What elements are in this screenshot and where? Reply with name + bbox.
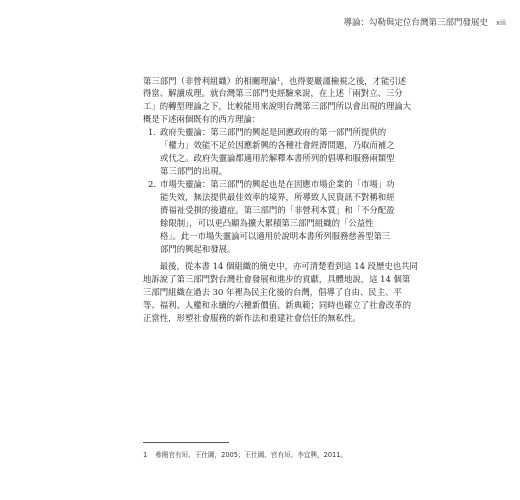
list-item-line: 「權力」效能不足於因應新興的各種社會經濟問題，乃取而補之 — [160, 140, 395, 150]
list-item-line: 第三部門的出現。 — [160, 166, 227, 176]
intro-line-1-start: 第三部門（非營利組織）的相關理論 — [143, 76, 277, 86]
paragraph-line: 最後，從本書 14 個組織的簡史中，亦可清楚看到這 14 段歷史也共同 — [143, 261, 418, 271]
paragraph-line: 三部門組織在過去 30 年裡為民主化後的台灣，倡導了自由、民主、平 — [143, 287, 402, 297]
paragraph-line: 工」的轉型理論之下，比較能用來說明台灣第三部門所以會出現的理論大 — [143, 101, 411, 111]
footnote-marker: 1 — [277, 77, 281, 83]
footnote-number: 1 — [143, 451, 148, 459]
paragraph-line: 得當、解讀成理。就台灣第三部門史經驗來說，在上述「兩對立、三分 — [143, 88, 403, 98]
paragraph-line: 地訴說了第三部門對台灣社會發展和進步的貢獻，具體地說，這 14 個第 — [143, 274, 411, 284]
list-item-line: 部門的興起和發展。 — [160, 244, 236, 254]
list-item-government-failure — [148, 126, 401, 178]
page-number: xiii — [496, 19, 506, 27]
list-item-line: 或代之。政府失靈論都適用於解釋本書所列的倡導和服務兩類型 — [160, 153, 395, 163]
intro-line-1-end: ，也得要嚴謹檢視之後，才能引述 — [280, 76, 407, 86]
list-item-line: 格」。此一市場失靈論可以適用於說明本書所列服務慈善型第三 — [160, 231, 391, 241]
list-item-market-failure — [148, 178, 401, 256]
list-item-line — [148, 126, 401, 139]
paragraph-line: 概是下述兩個既有的西方理論： — [143, 114, 261, 124]
list-item-number: 1. — [148, 127, 156, 137]
list-item-text: 政府失靈論：第三部門的興起是回應政府的第一部門所提供的 — [160, 127, 387, 137]
closing-paragraph — [143, 260, 418, 325]
running-head — [344, 16, 507, 28]
paragraph-line: 等、福利、人權和永續的六種新價值、新典範；同時也確立了社會改革的 — [143, 300, 411, 310]
list-item-line: 能失效，無法提供最佳效率的境界，所導致人民資訊不對稱和經 — [160, 192, 395, 202]
list-item-line — [148, 178, 401, 191]
list-item-text: 市場失靈論：第三部門的興起也是在因應市場企業的「市場」功 — [160, 179, 395, 189]
footnote — [143, 449, 347, 459]
footnote-divider — [143, 442, 229, 443]
list-item-line: 餘限制」，可以更凸顯為擴大累積第三部門組織的「公益性 — [160, 218, 374, 228]
list-item-number: 2. — [148, 179, 156, 189]
running-head-title: 導論：勾勒與定位台灣第三部門發展史 — [343, 18, 489, 28]
body-text — [143, 74, 418, 325]
list-item-line: 濟福祉受損的後遺症。第三部門的「非營利本質」和「不分配盈 — [160, 205, 395, 215]
footnote-text: 參閱官有垣、王仕圖，2005；王仕圖、官有垣、李宜興，2011。 — [155, 451, 348, 459]
paragraph-line: 正當性，形塑社會服務的新作法和重建社會信任的無私性。 — [143, 313, 361, 323]
paragraph-line — [143, 74, 407, 87]
